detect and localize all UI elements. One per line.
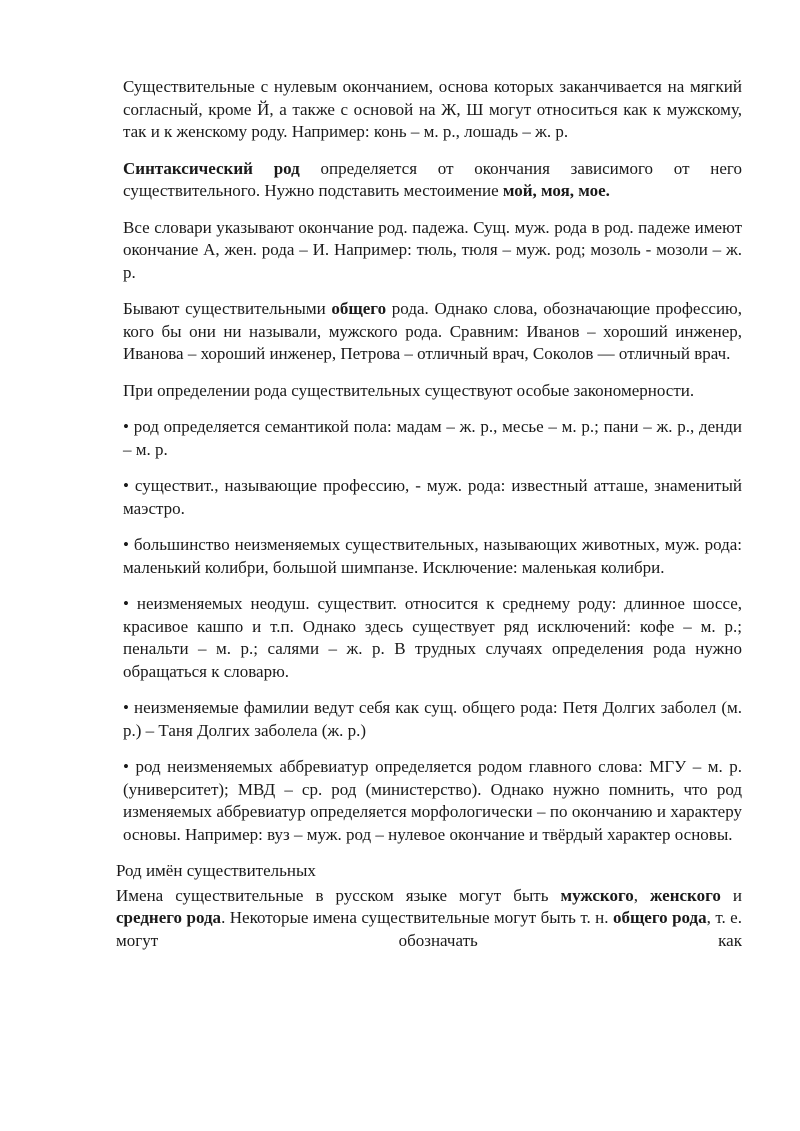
bold-text: среднего рода: [116, 908, 222, 927]
text-run: • род определяется семантикой пола: мадам – ж. р., месье – м. р.; пани – ж. р., денди – м. р.: [123, 417, 742, 459]
bold-text: женского: [650, 885, 721, 905]
text-run: При определении рода существительных существуют особые закономерности.: [123, 380, 695, 400]
text-run: , т. е. могут обозначать как: [116, 908, 742, 950]
text-run: • неизменяемых неодуш. существит. относится к среднему роду: длинное шоссе, красивое кашпо и т.п. Однако здесь существует ряд исключений: кофе – м. р.; пенальти – м. р.; салями – ж. р. В трудных случаях определения рода нужно обращаться к словарю.: [123, 594, 742, 681]
bold-text: мой, моя, мое.: [502, 181, 610, 200]
text-run: • большинство неизменяемых существительных, называющих животных, муж. рода: маленький колибри, большой шимпанзе. Исключение: маленькая колибри.: [123, 535, 742, 577]
paragraph: [123, 534, 742, 579]
paragraph: [123, 756, 742, 846]
paragraph: [123, 475, 742, 520]
text-run: Имена существительные в русском языке могут быть: [116, 885, 561, 905]
text-run: определяется от окончания зависимого от него существительного. Нужно подставить местоимение: [123, 158, 742, 200]
body-text: [123, 76, 742, 846]
paragraph: [123, 76, 742, 144]
text-run: Существительные с нулевым окончанием, основа которых заканчивается на мягкий согласный, кроме Й, а также с основой на Ж, Ш могут относиться как к мужскому, так и к женскому роду. Например: конь – м. р., лошадь – ж. р.: [123, 77, 742, 141]
text-run: • существит., называющие профессию, - муж. рода: известный атташе, знаменитый маэстро.: [123, 476, 742, 518]
text-run: и: [720, 885, 743, 905]
paragraph: [123, 158, 742, 203]
section-subheading: Род имён существительных: [116, 861, 316, 880]
text-run: Бывают существительными: [123, 299, 332, 318]
bold-text: мужского: [560, 885, 634, 905]
text-run: . Некоторые имена существительные могут быть т. н.: [221, 908, 613, 927]
paragraph: [123, 593, 742, 683]
paragraph: [123, 697, 742, 742]
paragraph: [123, 298, 742, 366]
text-run: • род неизменяемых аббревиатур определяется родом главного слова: МГУ – м. р. (университет); МВД – ср. род (министерство). Однако нужно помнить, что род изменяемых аббревиатур определяется морфологически – по окончанию и характеру основы. Например: вуз – муж. род – нулевое окончание и твёрдый характер основы.: [123, 757, 742, 844]
bold-text: общего: [331, 299, 387, 318]
paragraph: [123, 380, 742, 403]
text-run: ,: [633, 885, 651, 905]
bold-text: Синтаксический род: [123, 158, 300, 178]
paragraph: [123, 416, 742, 461]
text-run: • неизменяемые фамилии ведут себя как сущ. общего рода: Петя Долгих заболел (м. р.) – Таня Долгих заболела (ж. р.): [123, 698, 742, 740]
text-run: рода. Однако слова, обозначающие профессию, кого бы они ни называли, мужского рода. Сравним: Иванов – хороший инженер, Иванова – хороший инженер, Петрова – отличный врач, Соколов — отличный врач.: [123, 299, 742, 363]
text-run: Все словари указывают окончание род. падежа. Сущ. муж. рода в род. падеже имеют окончание А, жен. рода – И. Например: тюль, тюля – муж. род; мозоль - мозоли – ж. р.: [123, 217, 742, 282]
paragraph: [123, 217, 742, 285]
bold-text: общего рода: [612, 908, 707, 927]
paragraph-tail: [116, 885, 742, 953]
